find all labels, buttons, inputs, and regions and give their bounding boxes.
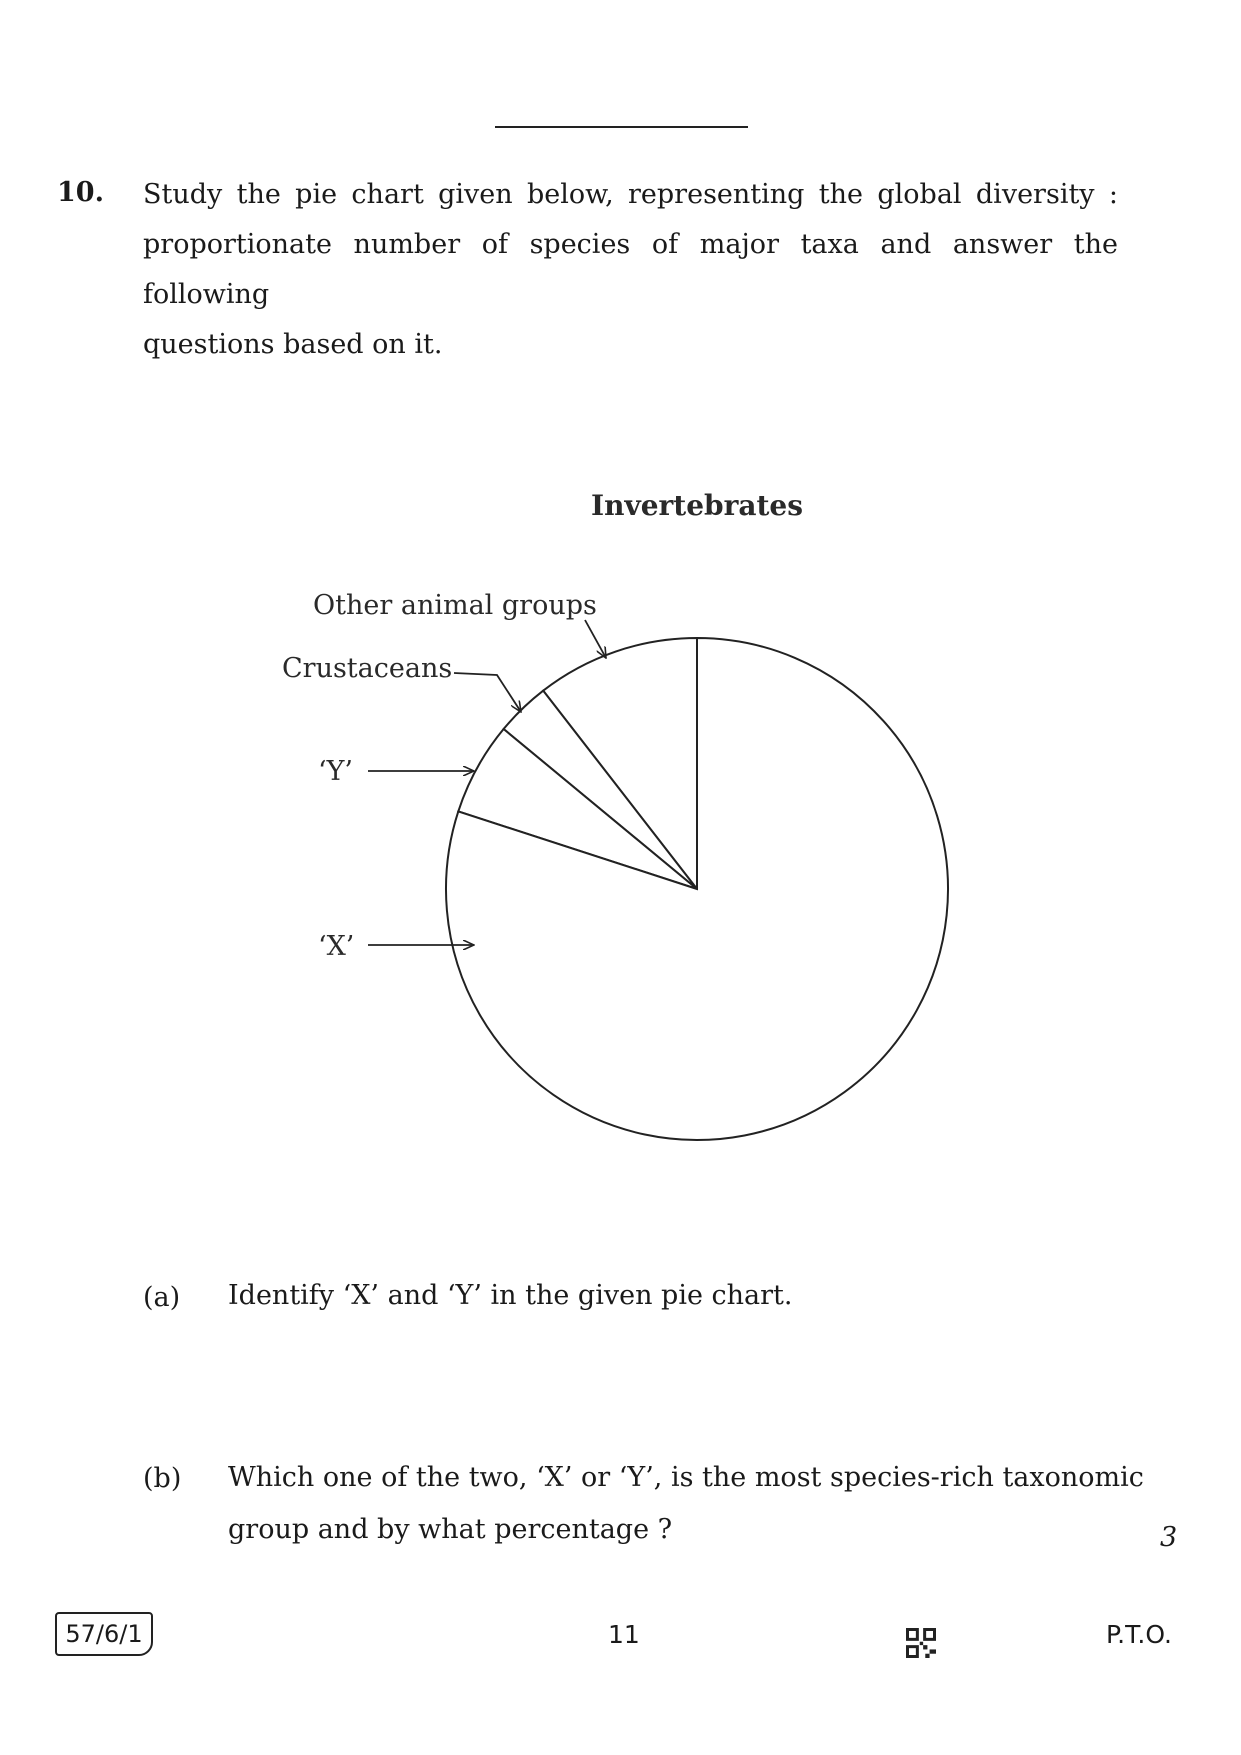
page-number: 11 <box>608 1620 640 1649</box>
slice-label-3: ‘Y’ <box>318 756 353 787</box>
marks: 3 <box>1160 1522 1178 1553</box>
part-a-line-1: Identify ‘X’ and ‘Y’ in the given pie chart. <box>228 1280 793 1311</box>
slice-label-2: Crustaceans <box>282 653 453 684</box>
question-line-1: Study the pie chart given below, representing the global diversity : <box>143 179 1118 210</box>
callout-arrow-2 <box>454 673 521 712</box>
part-b-line-2: group and by what percentage ? <box>228 1514 673 1545</box>
question-line-3: questions based on it. <box>143 329 443 360</box>
callout-arrow-1 <box>585 620 606 658</box>
question-number: 10. <box>57 177 104 208</box>
slice-label-1: Other animal groups <box>313 590 597 621</box>
part-b-line-1: Which one of the two, ‘X’ or ‘Y’, is the most species-rich taxonomic <box>228 1462 1144 1493</box>
chart-title: Invertebrates <box>590 489 804 522</box>
slice-label-4: ‘X’ <box>318 931 355 962</box>
qr-code-icon <box>906 1628 936 1658</box>
part-a-text <box>228 1270 792 1322</box>
question-line-2: proportionate number of species of major taxa and answer the following <box>143 229 1118 310</box>
pto-label: P.T.O. <box>1106 1620 1172 1649</box>
part-b-text <box>228 1452 1144 1556</box>
part-b-label: (b) <box>143 1463 182 1494</box>
part-a-label: (a) <box>143 1282 181 1313</box>
paper-code-badge: 57/6/1 <box>55 1612 153 1656</box>
